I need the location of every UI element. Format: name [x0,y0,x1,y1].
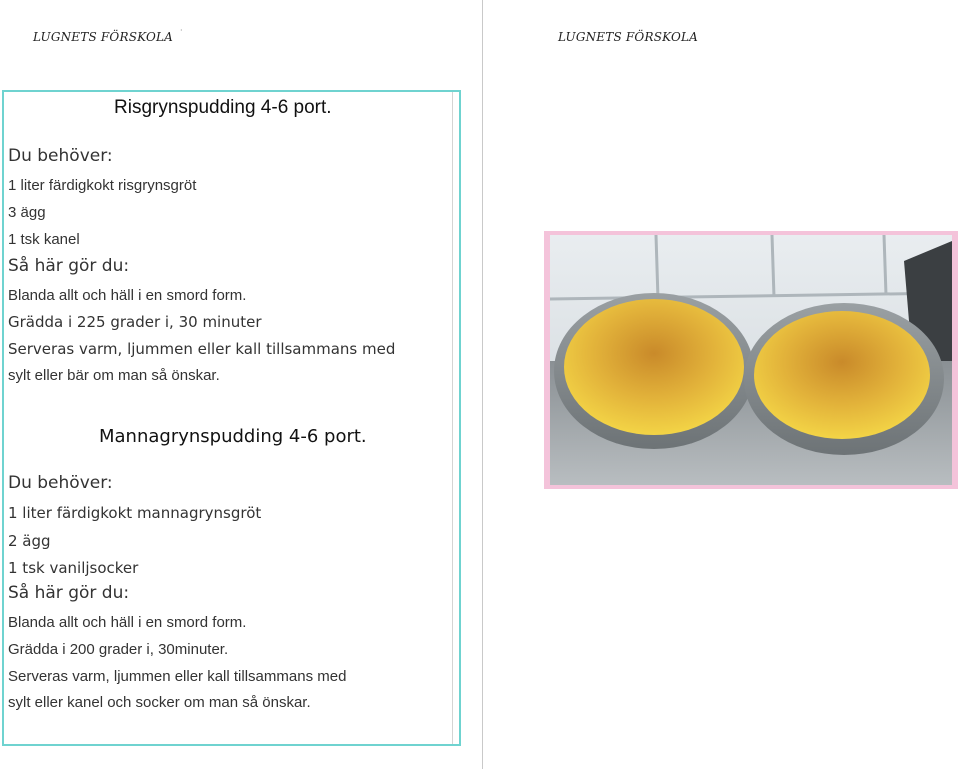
recipe-1-steps-heading: Så här gör du: [8,256,130,276]
recipe-2-steps-heading: Så här gör du: [8,583,130,603]
recipe-2-step: Serveras varm, ljummen eller kall tillsammans med [8,668,347,685]
recipe-2-step: Grädda i 200 grader i, 30minuter. [8,641,229,658]
header-left [33,30,173,44]
recipe-1-needs-heading: Du behöver: [8,146,113,166]
recipe-1-step: sylt eller bär om man så önskar. [8,367,220,384]
recipe-1-ingredient: 1 tsk kanel [8,231,80,248]
recipe-2-ingredient: 2 ägg [8,532,51,550]
recipe-2-ingredient: 1 liter färdigkokt mannagrynsgröt [8,504,262,522]
recipe-2-ingredient: 1 tsk vaniljsocker [8,559,139,577]
pudding-photo-icon [544,231,958,489]
recipe-2-title: Mannagrynspudding 4-6 port. [99,426,367,447]
recipe-1-ingredient: 3 ägg [8,204,46,221]
header-right [558,30,698,44]
header-left-title: LUGNETS FÖRSKOLA [33,30,174,44]
recipe-box [2,90,461,746]
recipe-1-step: Blanda allt och häll i en smord form. [8,287,247,304]
recipe-2-step: Blanda allt och häll i en smord form. [8,614,247,631]
recipe-1-step: Grädda i 225 grader i, 30 minuter [8,313,262,331]
page-divider [482,0,483,769]
recipe-1-ingredient: 1 liter färdigkokt risgrynsgröt [8,177,197,194]
stray-dot: · [180,26,183,35]
pudding-photo [544,231,958,489]
recipe-1-title: Risgrynspudding 4-6 port. [114,97,332,118]
recipe-2-needs-heading: Du behöver: [8,473,113,493]
header-right-title: LUGNETS FÖRSKOLA [558,30,699,44]
recipe-1-step: Serveras varm, ljummen eller kall tillsammans med [8,340,396,358]
recipe-2-step: sylt eller kanel och socker om man så önskar. [8,694,311,711]
